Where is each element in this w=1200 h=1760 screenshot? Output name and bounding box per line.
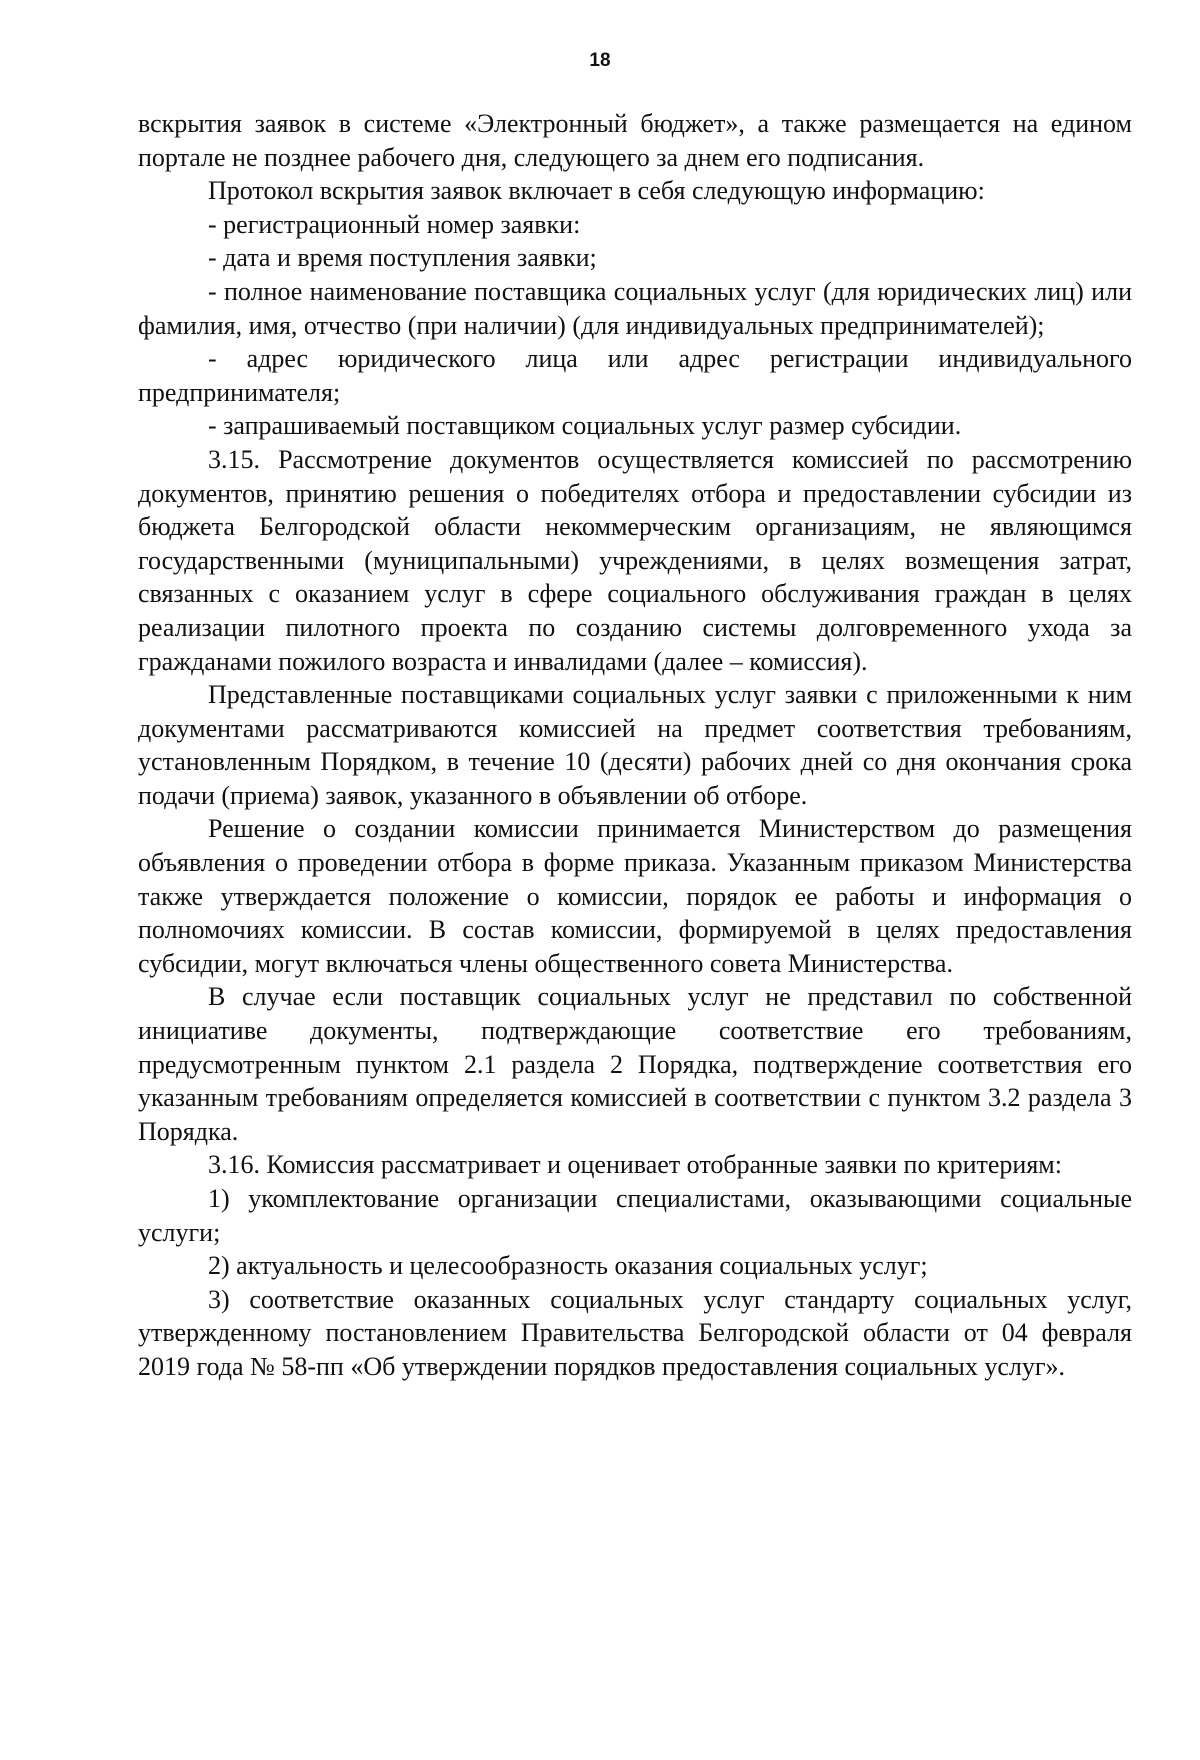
paragraph-3-16: 3.16. Комиссия рассматривает и оценивает отобранные заявки по критериям: (208, 1150, 1062, 1180)
page-number: 18 (589, 50, 611, 71)
criterion-2: 2) актуальность и целесообразность оказания социальных услуг; (208, 1251, 928, 1281)
list-item-full-name: - полное наименование поставщика социальных услуг (для юридических лиц) или фамилия, имя, отчество (при наличии) (для индивидуальных предпринимателей); (138, 276, 1132, 340)
criterion-3: 3) соответствие оказанных социальных услуг стандарту социальных услуг, утвержденному постановлением Правительства Белгородской области от 04 февраля 2019 года № 58-пп «Об утверждении порядков предоставления социальных услуг». (138, 1284, 1132, 1381)
document-body (138, 107, 1132, 1384)
paragraph-3-15: 3.15. Рассмотрение документов осуществляется комиссией по рассмотрению документов, принятию решения о победителях отбора и предоставлении субсидии из бюджета Белгородской области некоммерческим организациям, не являющимся государственными (муниципальными) учреждениями, в целях возмещения затрат, связанных с оказанием услуг в сфере социального обслуживания граждан в целях реализации пилотного проекта по созданию системы долговременного ухода за гражданами пожилого возраста и инвалидами (далее – комиссия). (138, 444, 1132, 676)
list-item-address: - адрес юридического лица или адрес регистрации индивидуального предпринимателя; (138, 344, 1132, 407)
paragraph-compliance: В случае если поставщик социальных услуг не представил по собственной инициативе документы, подтверждающие соответствие его требованиям, предусмотренным пунктом 2.1 раздела 2 Порядка, подтверждение соответствия его указанным требованиям определяется комиссией в соответствии с пунктом 3.2 раздела 3 Порядка. (138, 982, 1132, 1146)
list-item-subsidy-amount: - запрашиваемый поставщиком социальных услуг размер субсидии. (208, 411, 962, 441)
criterion-1: 1) укомплектование организации специалистами, оказывающими социальные услуги; (138, 1184, 1132, 1247)
list-item-registration-number: - регистрационный номер заявки: (208, 209, 581, 239)
paragraph-commission-creation: Решение о создании комиссии принимается Министерством до размещения объявления о проведении отбора в форме приказа. Указанным приказом Министерства также утверждается положение о комиссии, порядок ее работы и информация о полномочиях комиссии. В состав комиссии, формируемой в целях предоставления субсидии, могут включаться члены общественного совета Министерства. (138, 814, 1132, 978)
paragraph-protocol-intro: Протокол вскрытия заявок включает в себя следующую информацию: (208, 176, 985, 206)
paragraph-applications-review: Представленные поставщиками социальных услуг заявки с приложенными к ним документами рассматриваются комиссией на предмет соответствия требованиям, установленным Порядком, в течение 10 (десяти) рабочих дней со дня окончания срока подачи (приема) заявок, указанного в объявлении об отборе. (138, 680, 1132, 810)
paragraph-continuation: вскрытия заявок в системе «Электронный бюджет», а также размещается на едином портале не позднее рабочего дня, следующего за днем его подписания. (138, 109, 1132, 172)
list-item-date-time: - дата и время поступления заявки; (208, 243, 597, 273)
